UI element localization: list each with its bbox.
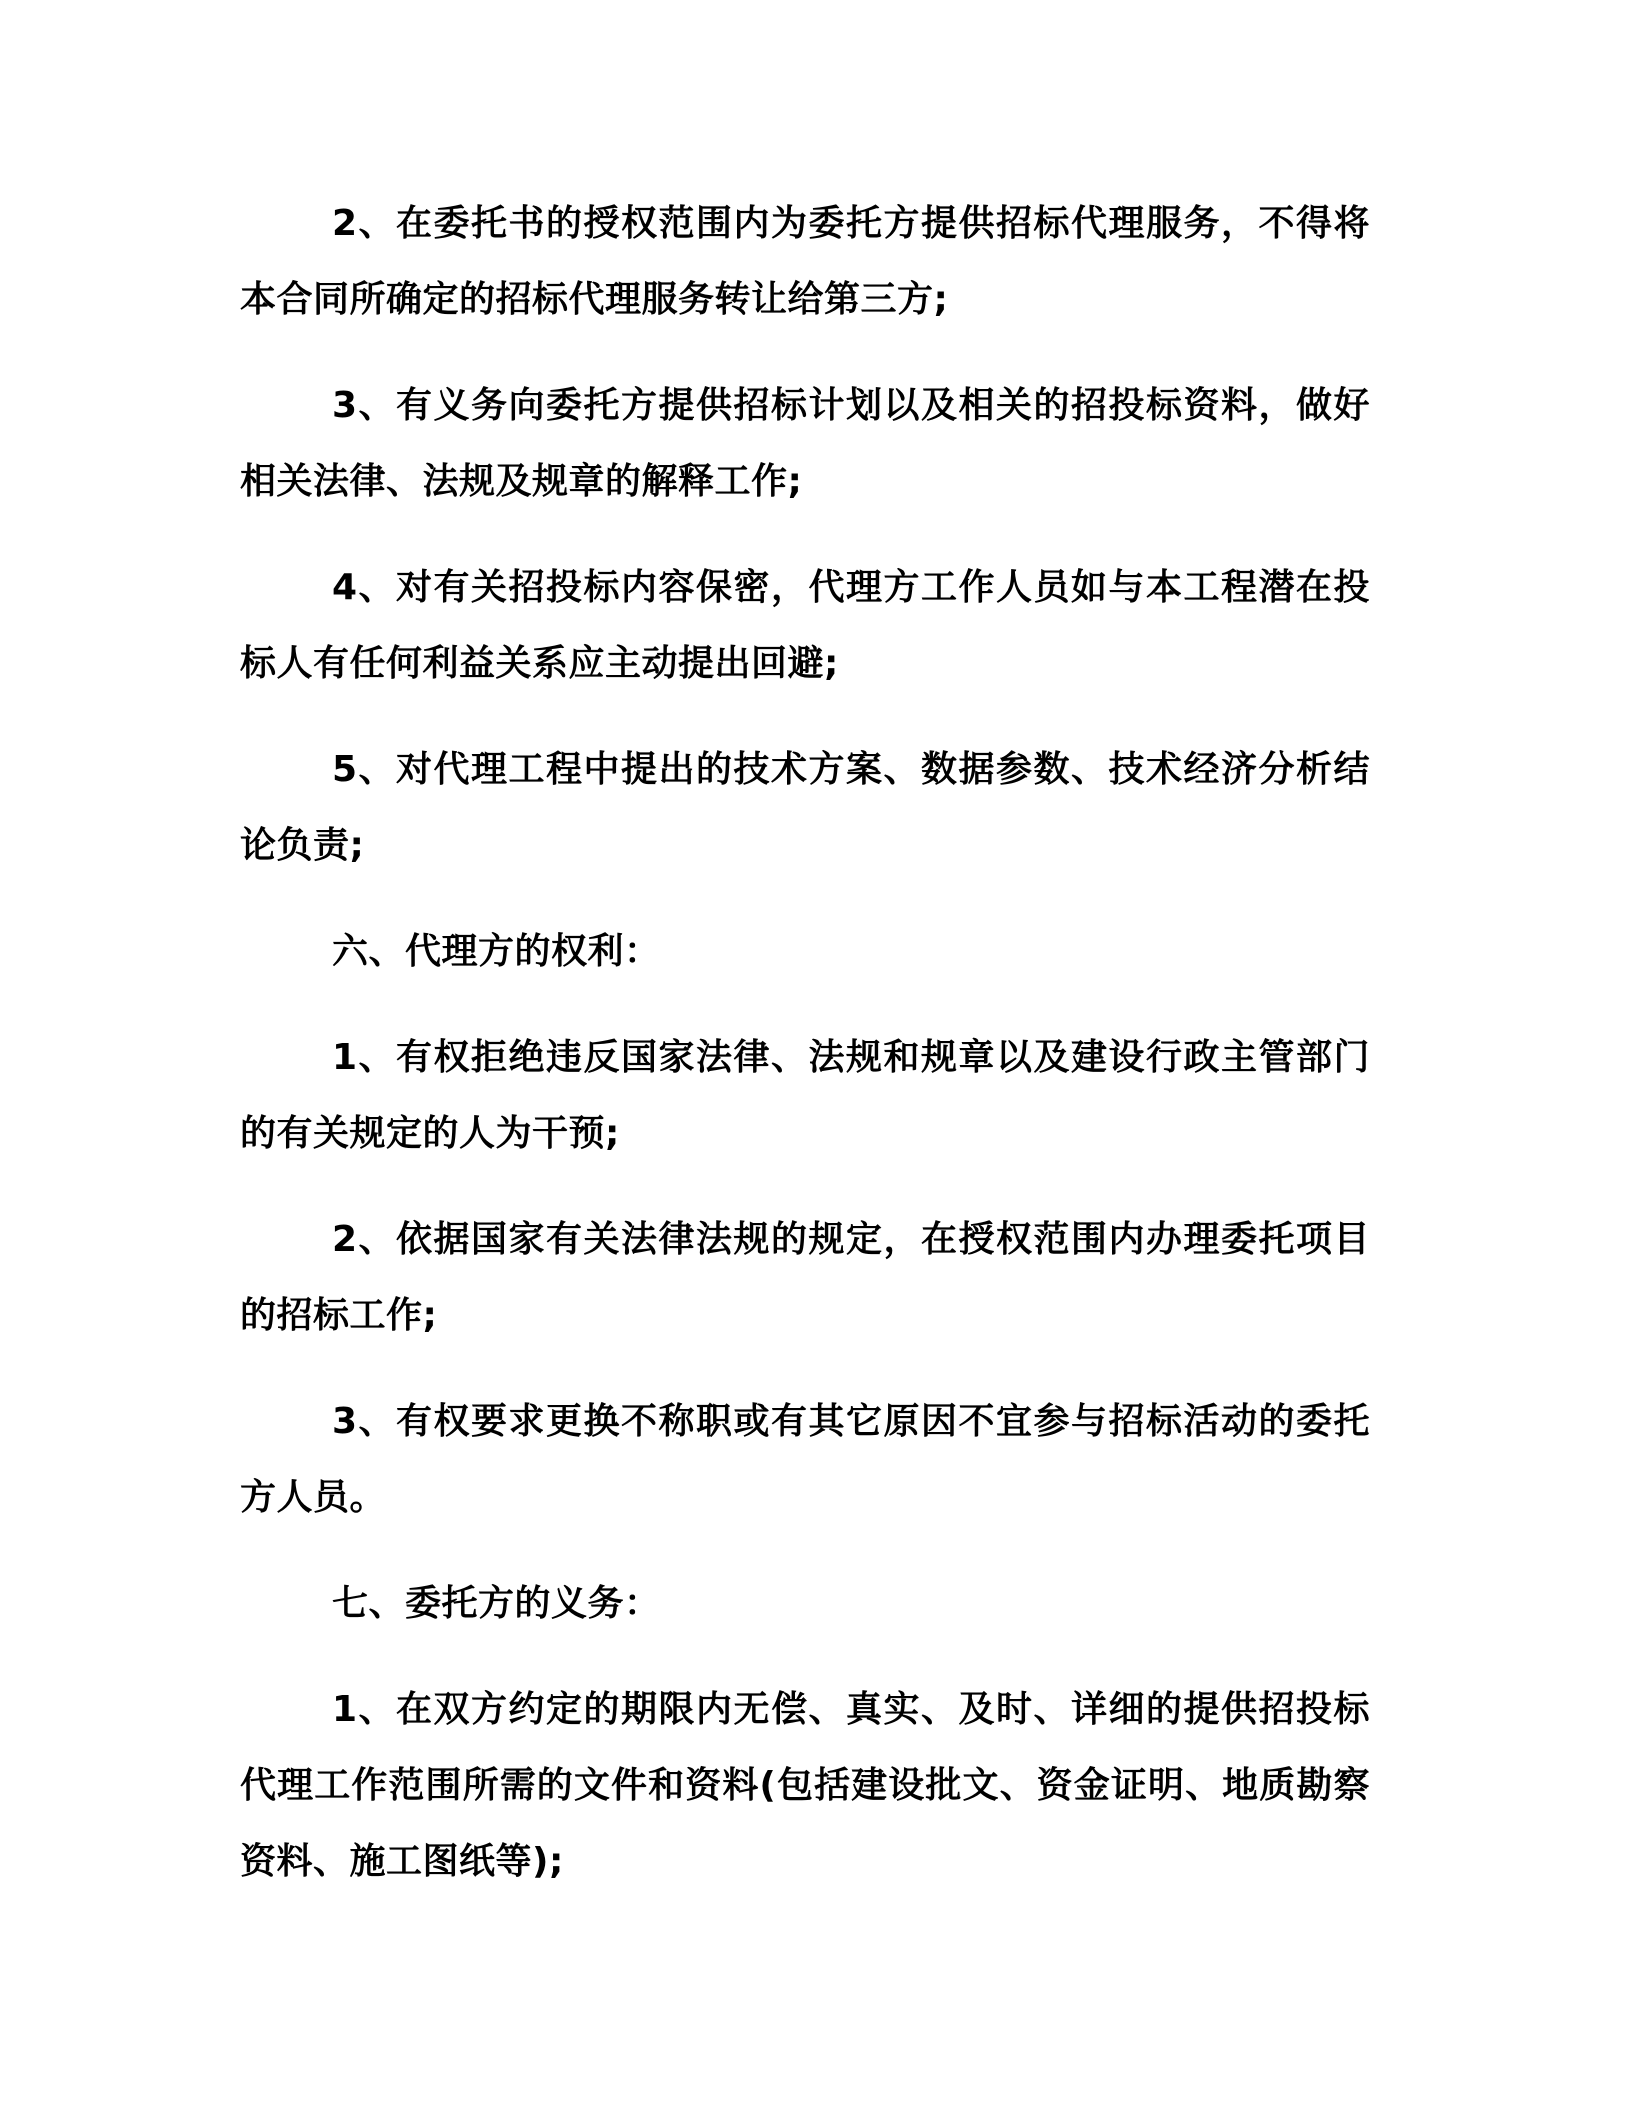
paragraph-item-5: 5、对代理工程中提出的技术方案、数据参数、技术经济分析结论负责; [240,749,1370,866]
paragraph-item-2: 2、在委托书的授权范围内为委托方提供招标代理服务，不得将本合同所确定的招标代理服务转让给第三方; [240,203,1370,320]
paragraph-item-4: 4、对有关招投标内容保密，代理方工作人员如与本工程潜在投标人有任何利益关系应主动提出回避; [240,567,1370,684]
document-body [240,186,1370,1930]
section-heading-6: 六、代理方的权利： [332,931,661,972]
paragraph-rights-3: 3、有权要求更换不称职或有其它原因不宜参与招标活动的委托方人员。 [240,1401,1370,1518]
section-heading-7: 七、委托方的义务： [332,1583,661,1624]
paragraph-rights-2: 2、依据国家有关法律法规的规定，在授权范围内办理委托项目的招标工作; [240,1219,1370,1336]
paragraph-rights-1: 1、有权拒绝违反国家法律、法规和规章以及建设行政主管部门的有关规定的人为干预; [240,1037,1370,1154]
paragraph-obligations-1: 1、在双方约定的期限内无偿、真实、及时、详细的提供招投标代理工作范围所需的文件和资料(包括建设批文、资金证明、地质勘察资料、施工图纸等); [240,1689,1370,1882]
paragraph-item-3: 3、有义务向委托方提供招标计划以及相关的招投标资料，做好相关法律、法规及规章的解释工作; [240,385,1370,502]
